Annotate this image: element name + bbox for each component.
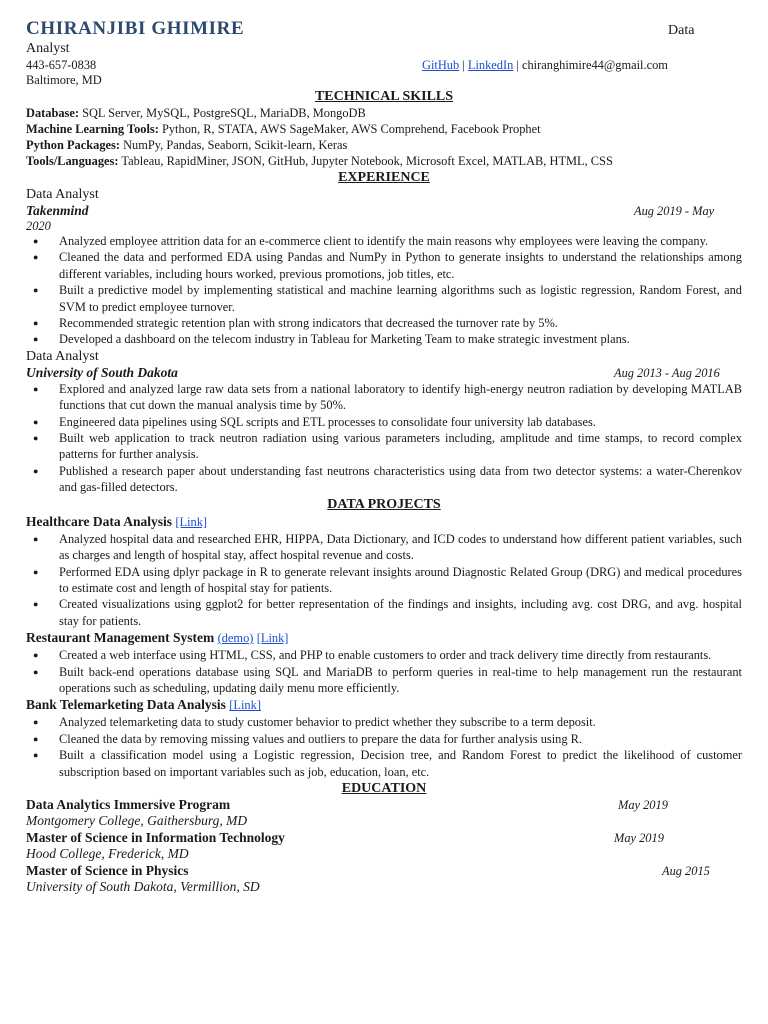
job-bullets <box>26 233 742 348</box>
skill-value: SQL Server, MySQL, PostgreSQL, MariaDB, MongoDB <box>79 106 366 120</box>
education-entry <box>26 797 742 814</box>
section-heading-experience: EXPERIENCE <box>338 170 430 185</box>
project-title <box>26 696 742 714</box>
job-title-part2: Analyst <box>26 41 70 56</box>
skill-row <box>26 153 742 169</box>
list-item: ● Explored and analyzed large raw data sets from a national laboratory to identify high-energy neutron radiation by developing MATLAB functions that cut down the manual analysis time by 50%. <box>59 381 742 414</box>
skill-value: Tableau, RapidMiner, JSON, GitHub, Jupyter Notebook, Microsoft Excel, MATLAB, HTML, CSS <box>118 154 613 168</box>
separator: | <box>513 58 522 72</box>
project-bullets <box>26 531 742 629</box>
list-item: ● Recommended strategic retention plan with strong indicators that decreased the turnover rate by 5%. <box>59 315 742 331</box>
project-name: Restaurant Management System <box>26 630 215 646</box>
list-item: ● Developed a dashboard on the telecom industry in Tableau for Marketing Team to make strategic investment plans. <box>59 331 742 347</box>
project-demo-link[interactable]: (demo) <box>217 631 254 646</box>
education-date: May 2019 <box>618 797 668 812</box>
phone-number: 443-657-0838 <box>26 58 97 72</box>
list-item: ● Cleaned the data by removing missing values and outliers to prepare the data for further analysis using R. <box>59 731 742 747</box>
job-date: Aug 2019 - May <box>634 204 715 218</box>
job-date: Aug 2013 - Aug 2016 <box>614 365 720 380</box>
resume-body <box>26 88 742 896</box>
education-date: May 2019 <box>614 830 664 845</box>
linkedin-link[interactable]: LinkedIn <box>467 58 514 72</box>
project-link[interactable]: [Link] <box>175 514 208 529</box>
degree-name: Master of Science in Information Technology <box>26 829 285 845</box>
github-link[interactable]: GitHub <box>422 58 460 72</box>
section-heading-projects: DATA PROJECTS <box>327 496 441 512</box>
degree-name: Data Analytics Immersive Program <box>26 796 231 812</box>
list-item: ● Built a predictive model by implementing statistical and machine learning algorithms such as logistic regression, Random Forest, and SVM to predict employee turnover. <box>59 282 742 315</box>
skill-label: Tools/Languages: <box>26 154 119 168</box>
project-name: Healthcare Data Analysis <box>26 513 172 529</box>
skill-label: Database: <box>26 106 79 120</box>
job-date-continued: 2020 <box>26 219 51 233</box>
email: chiranghimire44@gmail.com <box>521 58 668 72</box>
skill-label: Python Packages: <box>26 138 120 152</box>
list-item: ● Published a research paper about understanding fast neutrons characteristics using data from two detector systems: a water-Cherenkov and gas-filled detectors. <box>59 463 742 496</box>
school-name: Hood College, Frederick, MD <box>26 846 189 862</box>
job-org <box>26 365 742 381</box>
org-name: University of South Dakota <box>26 364 178 380</box>
list-item: ● Cleaned the data and performed EDA using Pandas and NumPy in Python to generate insights to understand the relationships among different variables, including hours worked, previous promotions, job titles, etc. <box>59 249 742 282</box>
skill-row <box>26 137 742 153</box>
resume-name: CHIRANJIBI GHIMIRE <box>26 18 245 39</box>
project-link[interactable]: [Link] <box>229 698 261 713</box>
project-name: Bank Telemarketing Data Analysis <box>26 697 226 713</box>
list-item: ● Built a classification model using a Logistic regression, Decision tree, and Random Forest to predict the likelihood of customer subscription based on important variables such as job, education, loan, etc. <box>59 747 742 780</box>
job-role: Data Analyst <box>26 187 99 202</box>
list-item: ● Created a web interface using HTML, CSS, and PHP to enable customers to order and track delivery time directly from restaurants. <box>59 647 742 663</box>
skill-value: NumPy, Pandas, Seaborn, Scikit-learn, Keras <box>119 138 348 152</box>
list-item: ● Created visualizations using ggplot2 for better representation of the findings and insights, including avg. cost DRG, and avg. hospital stay for patients. <box>59 596 742 629</box>
school-name: University of South Dakota, Vermillion, SD <box>26 879 260 895</box>
skill-value: Python, R, STATA, AWS SageMaker, AWS Comprehend, Facebook Prophet <box>158 122 541 136</box>
list-item: ● Analyzed employee attrition data for an e-commerce client to identify the main reasons why employees were leaving the company. <box>59 233 742 249</box>
list-item: ● Analyzed telemarketing data to study customer behavior to predict whether they subscribe to a term deposit. <box>59 714 742 730</box>
school-name: Montgomery College, Gaithersburg, MD <box>26 813 248 829</box>
skill-label: Machine Learning Tools: <box>26 122 159 136</box>
skill-row <box>26 121 742 137</box>
project-title <box>26 629 742 647</box>
education-entry <box>26 863 742 880</box>
project-title <box>26 513 742 531</box>
skills-list <box>26 105 742 169</box>
location: Baltimore, MD <box>26 73 102 87</box>
list-item: ● Built back-end operations database using SQL and MariaDB to perform queries in real-time to help management run the restaurant operations such as scheduling, updating daily menu more efficiently. <box>59 664 742 697</box>
list-item: ● Built web application to track neutron radiation using various parameters including, amplitude and time stamps, to record complex patterns for further analysis. <box>59 430 742 463</box>
job-bullets <box>26 381 742 496</box>
education-entry <box>26 830 742 847</box>
list-item: ● Analyzed hospital data and researched EHR, HIPPA, Data Dictionary, and ICD codes to understand how different patient variables, such as charges and length of hospital stay, affect hospital revenue and costs. <box>59 531 742 564</box>
project-bullets <box>26 647 742 696</box>
separator: | <box>459 58 468 72</box>
degree-name: Master of Science in Physics <box>26 862 189 878</box>
job-org <box>26 203 742 219</box>
list-item: ● Performed EDA using dplyr package in R to generate relevant insights around Diagnostic Related Group (DRG) and medical procedures to estimate cost and length of hospital stay for patients. <box>59 564 742 597</box>
project-link[interactable]: [Link] <box>256 631 289 646</box>
contact-links <box>422 57 668 73</box>
section-heading-education: EDUCATION <box>341 780 427 796</box>
project-bullets <box>26 714 742 780</box>
org-name: Takenmind <box>26 203 89 218</box>
education-date: Aug 2015 <box>662 863 710 878</box>
skill-row <box>26 105 742 121</box>
job-title-part1: Data <box>668 23 695 38</box>
section-heading-skills: TECHNICAL SKILLS <box>314 89 454 104</box>
list-item: ● Engineered data pipelines using SQL scripts and ETL processes to consolidate four university lab databases. <box>59 414 742 430</box>
job-role: Data Analyst <box>26 348 99 364</box>
